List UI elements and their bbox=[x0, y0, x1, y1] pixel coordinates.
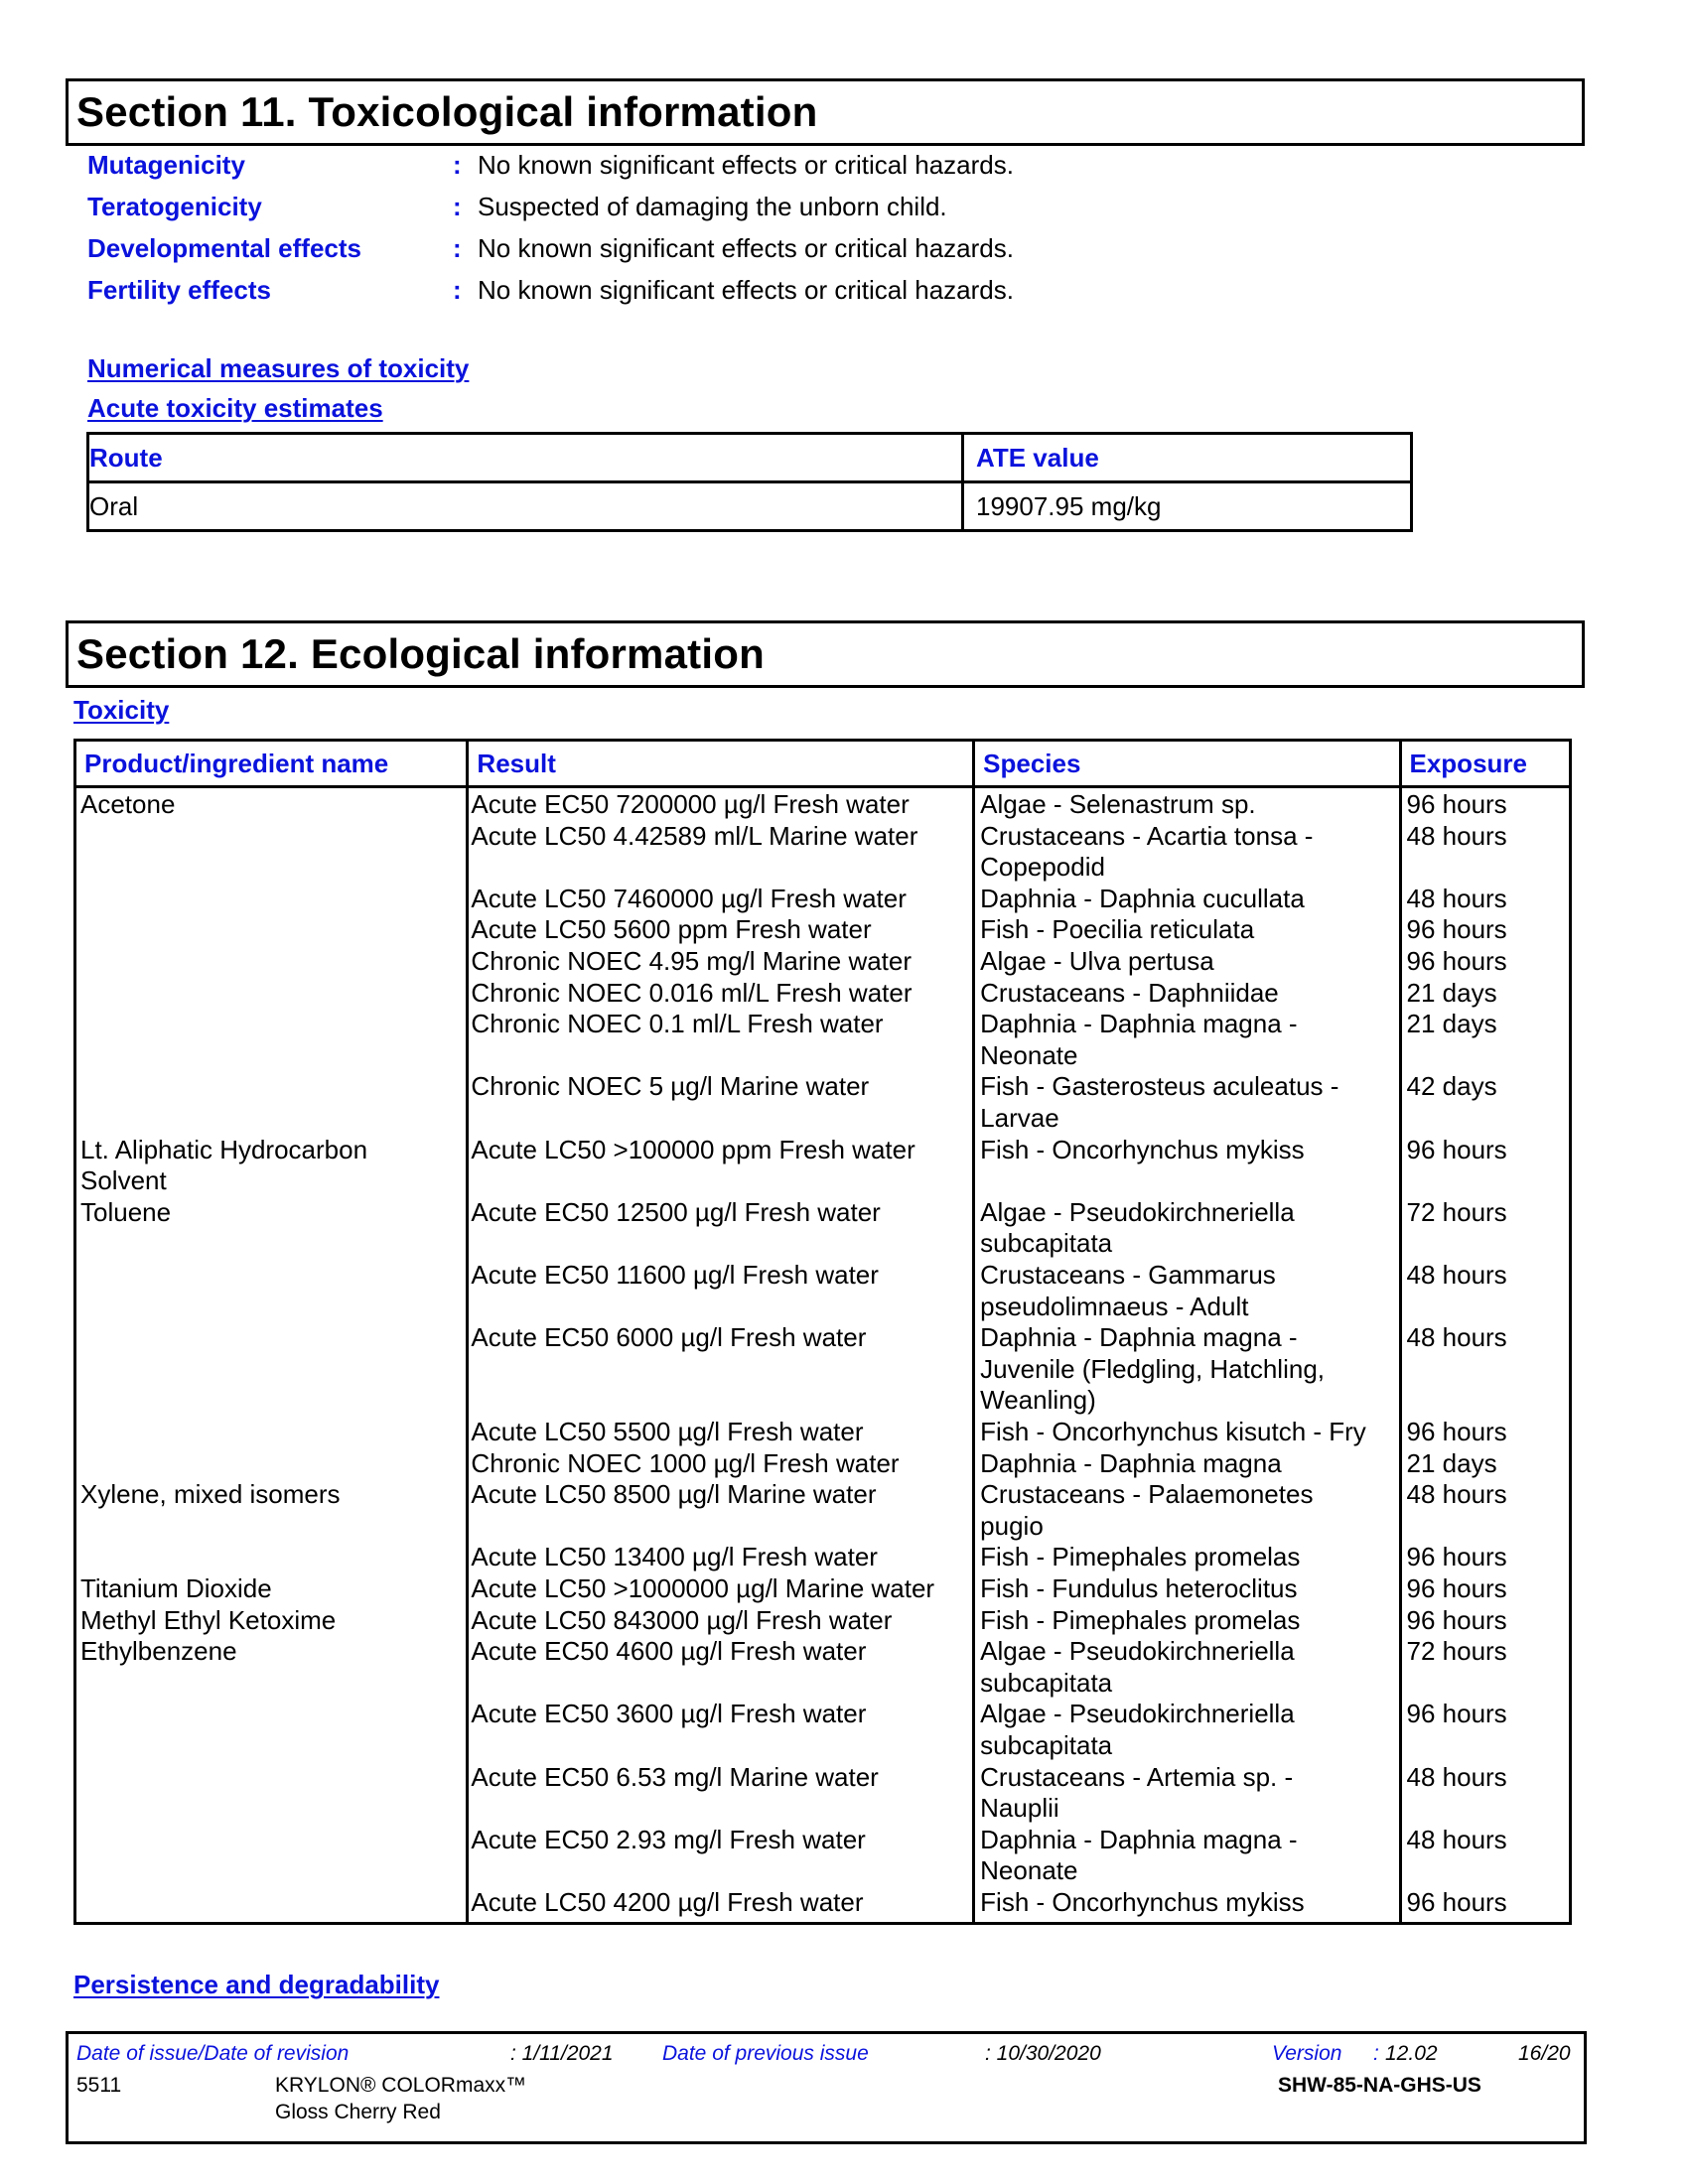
result-cell: Chronic NOEC 4.95 mg/l Marine water bbox=[471, 946, 913, 976]
ingredient-name: Acetone bbox=[80, 789, 176, 819]
species-cell: Crustaceans - Daphniidae bbox=[980, 977, 1279, 1008]
species-cell: subcapitata bbox=[980, 1730, 1113, 1760]
section-12-title: Section 12. Ecological information bbox=[76, 630, 765, 677]
toxicity-heading-link[interactable]: Toxicity bbox=[73, 695, 170, 725]
species-cell: Neonate bbox=[980, 1855, 1078, 1886]
exposure-cell: 21 days bbox=[1406, 977, 1497, 1008]
species-cell: subcapitata bbox=[980, 1228, 1113, 1259]
species-cell: Nauplii bbox=[980, 1793, 1059, 1824]
exposure-cell: 21 days bbox=[1406, 1447, 1497, 1478]
ate-table-header-row bbox=[88, 434, 1412, 482]
ingredient-name: Solvent bbox=[80, 1165, 167, 1196]
species-cell: Daphnia - Daphnia cucullata bbox=[980, 883, 1305, 913]
eco-table-body bbox=[75, 787, 1571, 1924]
result-cell: Acute EC50 7200000 µg/l Fresh water bbox=[471, 789, 910, 819]
property-label: Developmental effects bbox=[87, 233, 361, 263]
ingredient-name: Methyl Ethyl Ketoxime bbox=[80, 1604, 337, 1635]
exposure-cell: 48 hours bbox=[1406, 1260, 1507, 1290]
eco-table-header-row bbox=[75, 741, 1571, 787]
species-cell: Daphnia - Daphnia magna - bbox=[980, 1009, 1298, 1039]
species-cell: Larvae bbox=[980, 1103, 1059, 1133]
exposure-cell: 48 hours bbox=[1406, 883, 1507, 913]
result-cell: Chronic NOEC 0.1 ml/L Fresh water bbox=[471, 1009, 884, 1039]
exposure-cell: 21 days bbox=[1406, 1009, 1497, 1039]
exposure-cell: 96 hours bbox=[1406, 1573, 1507, 1603]
eco-header-result: Result bbox=[468, 741, 974, 787]
property-colon: : bbox=[453, 275, 462, 305]
property-value: No known significant effects or critical hazards. bbox=[478, 233, 1014, 263]
result-cell: Acute LC50 5600 ppm Fresh water bbox=[471, 914, 872, 945]
product-code: 5511 bbox=[76, 2074, 122, 2097]
version-value: 12.02 bbox=[1385, 2042, 1438, 2065]
result-cell: Acute EC50 11600 µg/l Fresh water bbox=[471, 1260, 879, 1290]
exposure-cell: 96 hours bbox=[1406, 1699, 1507, 1729]
result-cell: Acute LC50 >100000 ppm Fresh water bbox=[471, 1134, 915, 1164]
species-cell: Algae - Ulva pertusa bbox=[980, 946, 1214, 976]
ingredient-name: Xylene, mixed isomers bbox=[80, 1479, 341, 1510]
species-cell: Daphnia - Daphnia magna bbox=[980, 1447, 1282, 1478]
exposure-cell: 96 hours bbox=[1406, 946, 1507, 976]
exposure-cell: 96 hours bbox=[1406, 1134, 1507, 1164]
product-name-line2: Gloss Cherry Red bbox=[275, 2101, 441, 2123]
property-colon: : bbox=[453, 233, 462, 263]
property-colon: : bbox=[453, 192, 462, 221]
ate-route-cell: Oral bbox=[88, 482, 963, 531]
result-cell: Chronic NOEC 1000 µg/l Fresh water bbox=[471, 1447, 900, 1478]
ate-header-value: ATE value bbox=[963, 434, 1412, 482]
species-cell: pseudolimnaeus - Adult bbox=[980, 1291, 1249, 1321]
species-cell: Crustaceans - Palaemonetes bbox=[980, 1479, 1314, 1510]
species-cell: Fish - Oncorhynchus mykiss bbox=[980, 1134, 1305, 1164]
exposure-cell: 96 hours bbox=[1406, 1542, 1507, 1572]
exposure-cell: 96 hours bbox=[1406, 789, 1507, 819]
persistence-heading-link[interactable]: Persistence and degradability bbox=[73, 1970, 440, 1999]
result-cell: Acute EC50 3600 µg/l Fresh water bbox=[471, 1699, 867, 1729]
document-code: SHW-85-NA-GHS-US bbox=[1278, 2074, 1481, 2097]
result-cell: Acute LC50 4.42589 ml/L Marine water bbox=[471, 820, 918, 851]
ingredient-name: Toluene bbox=[80, 1196, 172, 1227]
species-cell: Daphnia - Daphnia magna - bbox=[980, 1824, 1298, 1854]
exposure-cell: 48 hours bbox=[1406, 1761, 1507, 1792]
exposure-cell: 96 hours bbox=[1406, 914, 1507, 945]
result-cell: Acute LC50 843000 µg/l Fresh water bbox=[471, 1604, 893, 1635]
property-value: No known significant effects or critical hazards. bbox=[478, 275, 1014, 305]
species-cell: Fish - Gasterosteus aculeatus - bbox=[980, 1071, 1339, 1102]
date-issue-value: : 1/11/2021 bbox=[510, 2042, 614, 2065]
exposure-cell: 96 hours bbox=[1406, 1887, 1507, 1917]
exposure-cell: 48 hours bbox=[1406, 1322, 1507, 1353]
species-cell: pugio bbox=[980, 1510, 1044, 1541]
ate-table bbox=[86, 432, 1413, 532]
species-cell: Crustaceans - Artemia sp. - bbox=[980, 1761, 1294, 1792]
exposure-cell: 48 hours bbox=[1406, 1479, 1507, 1510]
property-label: Teratogenicity bbox=[87, 192, 262, 221]
eco-header-name: Product/ingredient name bbox=[75, 741, 468, 787]
date-previous-value: : 10/30/2020 bbox=[985, 2042, 1101, 2065]
result-cell: Acute EC50 6.53 mg/l Marine water bbox=[471, 1761, 879, 1792]
property-label: Mutagenicity bbox=[87, 150, 245, 180]
page-footer bbox=[66, 2031, 1587, 2144]
version-label: Version bbox=[1272, 2042, 1342, 2065]
ate-value-cell: 19907.95 mg/kg bbox=[963, 482, 1412, 531]
exposure-cell: 72 hours bbox=[1406, 1636, 1507, 1667]
version-colon: : bbox=[1373, 2042, 1379, 2065]
date-issue-label: Date of issue/Date of revision bbox=[76, 2042, 350, 2065]
eco-name-column bbox=[75, 787, 468, 1924]
result-cell: Acute LC50 >1000000 µg/l Marine water bbox=[471, 1573, 935, 1603]
property-label: Fertility effects bbox=[87, 275, 271, 305]
ate-header-route: Route bbox=[88, 434, 963, 482]
species-cell: Weanling) bbox=[980, 1385, 1096, 1416]
eco-header-species: Species bbox=[974, 741, 1400, 787]
numerical-measures-heading-link[interactable]: Numerical measures of toxicity bbox=[87, 353, 470, 383]
ingredient-name: Titanium Dioxide bbox=[80, 1573, 272, 1603]
exposure-cell: 96 hours bbox=[1406, 1604, 1507, 1635]
eco-result-column bbox=[468, 787, 974, 1924]
eco-species-column bbox=[974, 787, 1400, 1924]
result-cell: Chronic NOEC 5 µg/l Marine water bbox=[471, 1071, 870, 1102]
product-name-line1: KRYLON® COLORmaxx™ bbox=[275, 2074, 527, 2097]
exposure-cell: 48 hours bbox=[1406, 1824, 1507, 1854]
result-cell: Acute EC50 2.93 mg/l Fresh water bbox=[471, 1824, 866, 1854]
ingredient-name: Ethylbenzene bbox=[80, 1636, 237, 1667]
species-cell: Fish - Oncorhynchus mykiss bbox=[980, 1887, 1305, 1917]
result-cell: Acute LC50 8500 µg/l Marine water bbox=[471, 1479, 877, 1510]
section-11-title: Section 11. Toxicological information bbox=[76, 88, 818, 135]
table-row bbox=[88, 482, 1412, 531]
property-value: No known significant effects or critical hazards. bbox=[478, 150, 1014, 180]
acute-toxicity-estimates-heading-link[interactable]: Acute toxicity estimates bbox=[87, 393, 383, 423]
exposure-cell: 42 days bbox=[1406, 1071, 1497, 1102]
property-value: Suspected of damaging the unborn child. bbox=[478, 192, 947, 221]
exposure-cell: 72 hours bbox=[1406, 1196, 1507, 1227]
species-cell: Crustaceans - Acartia tonsa - bbox=[980, 820, 1314, 851]
result-cell: Acute EC50 12500 µg/l Fresh water bbox=[471, 1196, 881, 1227]
species-cell: subcapitata bbox=[980, 1667, 1113, 1698]
species-cell: Fish - Pimephales promelas bbox=[980, 1604, 1301, 1635]
exposure-cell: 48 hours bbox=[1406, 820, 1507, 851]
species-cell: Algae - Pseudokirchneriella bbox=[980, 1636, 1295, 1667]
species-cell: Fish - Oncorhynchus kisutch - Fry bbox=[980, 1417, 1366, 1446]
property-colon: : bbox=[453, 150, 462, 180]
species-cell: Fish - Poecilia reticulata bbox=[980, 914, 1255, 945]
result-cell: Acute EC50 4600 µg/l Fresh water bbox=[471, 1636, 867, 1667]
eco-header-exposure: Exposure bbox=[1400, 741, 1571, 787]
result-cell: Chronic NOEC 0.016 ml/L Fresh water bbox=[471, 977, 913, 1008]
result-cell: Acute EC50 6000 µg/l Fresh water bbox=[471, 1322, 867, 1353]
species-cell: Copepodid bbox=[980, 852, 1105, 883]
species-cell: Algae - Selenastrum sp. bbox=[980, 789, 1256, 819]
exposure-cell: 96 hours bbox=[1406, 1417, 1507, 1446]
species-cell: Juvenile (Fledgling, Hatchling, bbox=[980, 1353, 1326, 1384]
species-cell: Daphnia - Daphnia magna - bbox=[980, 1322, 1298, 1353]
species-cell: Algae - Pseudokirchneriella bbox=[980, 1196, 1295, 1227]
eco-exposure-column bbox=[1400, 787, 1571, 1924]
species-cell: Crustaceans - Gammarus bbox=[980, 1260, 1276, 1290]
species-cell: Fish - Fundulus heteroclitus bbox=[980, 1573, 1298, 1603]
species-cell: Algae - Pseudokirchneriella bbox=[980, 1699, 1295, 1729]
result-cell: Acute LC50 5500 µg/l Fresh water bbox=[471, 1417, 864, 1446]
ingredient-name: Lt. Aliphatic Hydrocarbon bbox=[80, 1134, 368, 1164]
eco-toxicity-table bbox=[73, 739, 1572, 1925]
section-12-header bbox=[66, 620, 1585, 688]
result-cell: Acute LC50 7460000 µg/l Fresh water bbox=[471, 883, 907, 913]
result-cell: Acute LC50 13400 µg/l Fresh water bbox=[471, 1542, 878, 1572]
species-cell: Fish - Pimephales promelas bbox=[980, 1542, 1301, 1572]
section-11-header bbox=[66, 78, 1585, 146]
date-previous-label: Date of previous issue bbox=[662, 2042, 869, 2065]
result-cell: Acute LC50 4200 µg/l Fresh water bbox=[471, 1887, 864, 1917]
species-cell: Neonate bbox=[980, 1039, 1078, 1070]
page-number: 16/20 bbox=[1518, 2042, 1571, 2065]
